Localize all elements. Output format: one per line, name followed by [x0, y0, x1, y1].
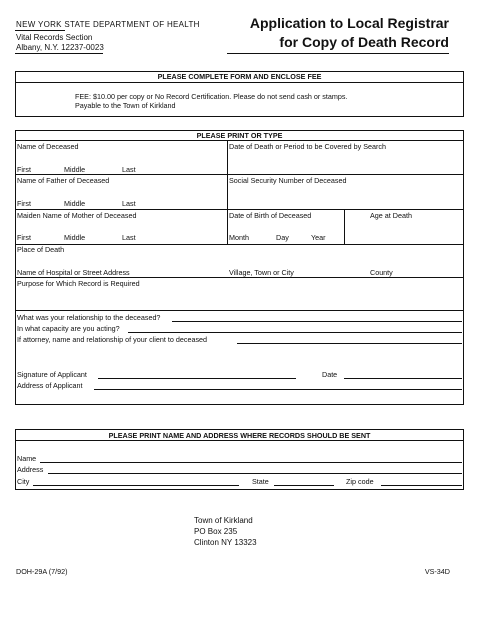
county-label: County	[370, 268, 393, 277]
header-rule-short	[15, 30, 65, 31]
mother-maiden-name-label: Maiden Name of Mother of Deceased	[17, 211, 137, 220]
fee-header-divider	[15, 82, 464, 83]
form-number: DOH-29A (7/92)	[16, 567, 68, 576]
registrar-line-3: Clinton NY 13323	[194, 538, 257, 547]
birth-year-label: Year	[311, 233, 326, 242]
applicant-address-field[interactable]	[94, 389, 462, 390]
fee-heading: PLEASE COMPLETE FORM AND ENCLOSE FEE	[157, 72, 322, 81]
father-name-field[interactable]	[17, 185, 225, 197]
date-of-birth-label: Date of Birth of Deceased	[229, 211, 312, 220]
mail-city-label: City	[17, 477, 30, 486]
age-column-divider	[344, 209, 345, 244]
column-divider	[227, 140, 228, 244]
signature-label: Signature of Applicant	[17, 370, 87, 379]
row-divider-4	[15, 277, 464, 278]
row-divider-2	[15, 209, 464, 210]
capacity-field[interactable]	[128, 332, 462, 333]
father-middle-label: Middle	[64, 199, 86, 208]
place-of-death-field[interactable]	[17, 254, 462, 266]
date-field[interactable]	[344, 378, 462, 379]
agency-name: NEW YORK STATE DEPARTMENT OF HEALTH	[16, 20, 200, 29]
mail-city-field[interactable]	[33, 485, 239, 486]
registrar-line-1: Town of Kirkland	[194, 516, 253, 525]
mother-last-label: Last	[122, 233, 136, 242]
form-code: VS-34D	[424, 567, 450, 576]
title-line-2: for Copy of Death Record	[279, 34, 449, 50]
purpose-label: Purpose for Which Record is Required	[17, 279, 140, 288]
ssn-label: Social Security Number of Deceased	[229, 176, 347, 185]
attorney-label: If attorney, name and relationship of your client to deceased	[17, 335, 208, 344]
purpose-field[interactable]	[17, 288, 462, 309]
main-heading: PLEASE PRINT OR TYPE	[196, 131, 283, 140]
mail-heading: PLEASE PRINT NAME AND ADDRESS WHERE RECORDS SHOULD BE SENT	[108, 431, 371, 440]
mail-address-field[interactable]	[48, 473, 462, 474]
registrar-line-2: PO Box 235	[194, 527, 238, 536]
row-divider-1	[15, 174, 464, 175]
date-label: Date	[322, 370, 338, 379]
fee-text: FEE: $10.00 per copy or No Record Certification. Please do not send cash or stamps.	[75, 92, 348, 101]
row-divider-3	[15, 244, 464, 245]
name-of-deceased-field[interactable]	[17, 151, 225, 163]
age-at-death-field[interactable]	[346, 220, 462, 242]
agency-address: Albany, N.Y. 12237-0023	[16, 43, 104, 52]
age-at-death-label: Age at Death	[370, 211, 412, 220]
date-of-death-label: Date of Death or Period to be Covered by Search	[229, 142, 387, 151]
mail-address-label: Address	[17, 465, 44, 474]
birth-month-label: Month	[229, 233, 249, 242]
father-last-label: Last	[122, 199, 136, 208]
date-of-birth-field[interactable]	[229, 220, 342, 232]
applicant-address-label: Address of Applicant	[17, 381, 83, 390]
deceased-middle-label: Middle	[64, 165, 86, 174]
ssn-field[interactable]	[229, 185, 462, 207]
deceased-last-label: Last	[122, 165, 136, 174]
mail-state-label: State	[252, 477, 269, 486]
deceased-first-label: First	[17, 165, 31, 174]
signature-field[interactable]	[98, 378, 296, 379]
name-of-deceased-label: Name of Deceased	[17, 142, 79, 151]
relationship-field[interactable]	[172, 321, 462, 322]
village-town-city-label: Village, Town or City	[229, 268, 294, 277]
header-rule-left	[15, 53, 103, 54]
capacity-label: In what capacity are you acting?	[17, 324, 120, 333]
row-divider-5	[15, 310, 464, 311]
father-name-label: Name of Father of Deceased	[17, 176, 110, 185]
main-header-divider	[15, 140, 464, 141]
header-rule-right	[227, 53, 449, 54]
date-of-death-field[interactable]	[229, 151, 462, 173]
mail-name-label: Name	[17, 454, 37, 463]
mail-zip-label: Zip code	[346, 477, 374, 486]
mother-middle-label: Middle	[64, 233, 86, 242]
payable-text: Payable to the Town of Kirkland	[75, 101, 176, 110]
hospital-street-label: Name of Hospital or Street Address	[17, 268, 130, 277]
mail-header-divider	[15, 440, 464, 441]
title-line-1: Application to Local Registrar	[249, 15, 449, 31]
mother-maiden-name-field[interactable]	[17, 220, 225, 232]
section-name: Vital Records Section	[16, 33, 93, 42]
mail-zip-field[interactable]	[381, 485, 462, 486]
relationship-label: What was your relationship to the deceased?	[17, 313, 161, 322]
mother-first-label: First	[17, 233, 31, 242]
birth-day-label: Day	[276, 233, 289, 242]
mail-name-field[interactable]	[40, 462, 462, 463]
mail-state-field[interactable]	[274, 485, 334, 486]
attorney-field[interactable]	[237, 343, 462, 344]
father-first-label: First	[17, 199, 31, 208]
place-of-death-label: Place of Death	[17, 245, 65, 254]
